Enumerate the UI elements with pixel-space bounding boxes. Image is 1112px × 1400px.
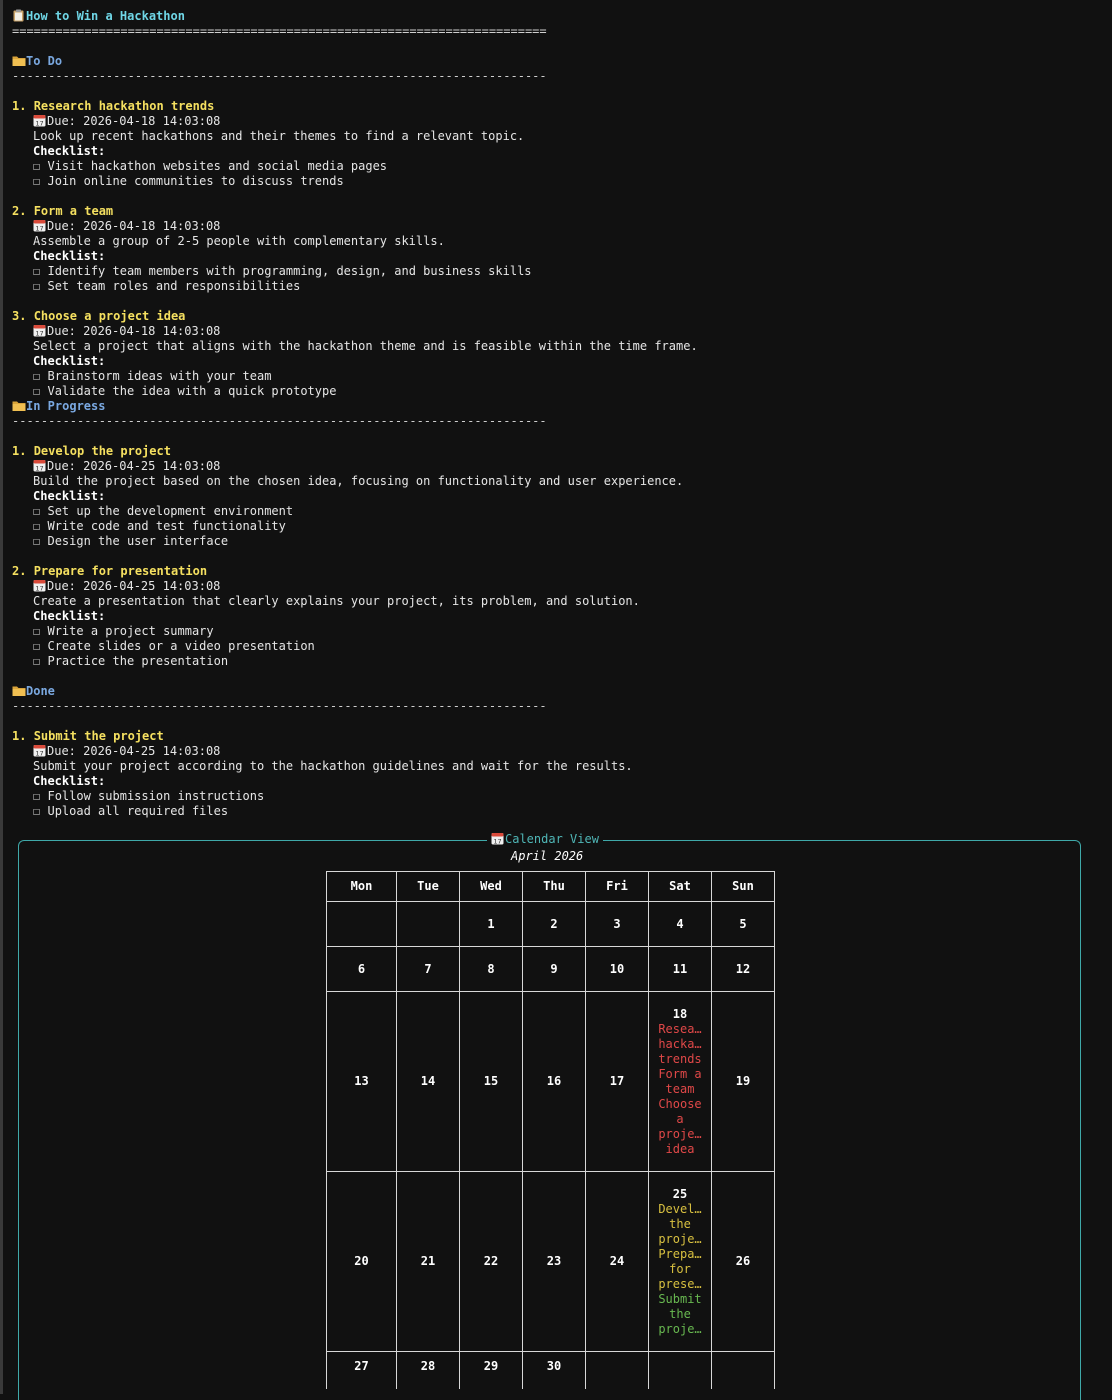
checklist-item[interactable] xyxy=(12,789,1102,804)
calendar-icon xyxy=(491,832,505,845)
calendar-day-cell[interactable] xyxy=(327,1352,397,1389)
calendar-day-cell[interactable] xyxy=(586,902,649,947)
checklist-item[interactable] xyxy=(12,369,1102,384)
task-due-line xyxy=(12,114,1102,129)
day-number: 26 xyxy=(735,1254,751,1268)
day-number: 11 xyxy=(672,961,688,976)
checklist-item-text: Practice the presentation xyxy=(47,654,229,668)
due-prefix: Due: xyxy=(47,219,84,233)
task-due-line xyxy=(12,219,1102,234)
due-prefix: Due: xyxy=(47,744,84,758)
checklist-item[interactable] xyxy=(12,174,1102,189)
section-rule: -------------------------------------------------------------------------- xyxy=(12,414,547,428)
calendar-day-cell[interactable] xyxy=(397,1172,460,1352)
checklist-item-text: Join online communities to discuss trends xyxy=(47,174,344,188)
task-title-line xyxy=(12,204,1102,219)
calendar-day-cell[interactable] xyxy=(523,1172,586,1352)
calendar-event[interactable]: proje… xyxy=(658,1321,702,1336)
day-number: 15 xyxy=(483,1074,499,1088)
weekday-header-row xyxy=(327,872,775,902)
weekday-tue: Tue xyxy=(397,872,460,902)
task-title: Research hackathon trends xyxy=(33,99,215,113)
checkbox-icon[interactable]: ☐ xyxy=(33,654,41,668)
calendar-panel-title: 17 Calendar View xyxy=(487,832,603,847)
day-number: 25 xyxy=(672,1186,688,1201)
task-description: Submit your project according to the hackathon guidelines and wait for the results. xyxy=(33,759,633,773)
calendar-event[interactable]: proje… xyxy=(658,1126,702,1141)
svg-text:17: 17 xyxy=(35,749,44,757)
board-title: How to Win a Hackathon xyxy=(26,9,185,23)
checkbox-icon[interactable]: ☐ xyxy=(33,174,41,188)
checklist-label: Checklist: xyxy=(33,609,106,623)
task-title-line xyxy=(12,444,1102,459)
task-title-line xyxy=(12,99,1102,114)
calendar-day-cell[interactable] xyxy=(460,947,523,992)
calendar-week-row xyxy=(327,1352,775,1389)
calendar-week-row xyxy=(327,1172,775,1352)
day-number: 28 xyxy=(420,1359,436,1373)
calendar-icon xyxy=(33,579,47,592)
day-number: 8 xyxy=(487,961,495,976)
day-number: 14 xyxy=(420,1074,436,1088)
task-description: Look up recent hackathons and their themes to find a relevant topic. xyxy=(33,129,525,143)
task-item xyxy=(12,729,1102,819)
sections-container xyxy=(12,54,1102,819)
task-number: 1. xyxy=(12,444,27,458)
task-description: Select a project that aligns with the hackathon theme and is feasible within the time frame. xyxy=(33,339,698,353)
day-number: 6 xyxy=(357,961,366,976)
calendar-week-row xyxy=(327,902,775,947)
task-title-line xyxy=(12,729,1102,744)
calendar-event[interactable]: hacka… xyxy=(658,1036,702,1051)
day-number: 10 xyxy=(609,961,625,976)
task-due-line xyxy=(12,324,1102,339)
day-number: 1 xyxy=(487,916,495,931)
calendar-event[interactable]: team xyxy=(665,1081,695,1096)
calendar-event[interactable]: for xyxy=(669,1261,691,1276)
day-number: 19 xyxy=(735,1074,751,1088)
calendar-event[interactable]: Submit xyxy=(658,1291,702,1306)
calendar-day-cell[interactable] xyxy=(649,992,712,1172)
checkbox-icon[interactable]: ☐ xyxy=(33,789,41,803)
day-number: 5 xyxy=(739,916,747,931)
section-done xyxy=(12,684,1102,819)
section-name: To Do xyxy=(26,54,63,68)
checklist-item-text: Create slides or a video presentation xyxy=(47,639,315,653)
calendar-day-cell[interactable] xyxy=(586,947,649,992)
day-number: 22 xyxy=(483,1254,499,1268)
weekday-mon: Mon xyxy=(327,872,397,902)
calendar-day-cell[interactable] xyxy=(712,1172,775,1352)
title-rule: ========================================================================== xyxy=(12,24,547,38)
day-number: 13 xyxy=(354,1074,369,1088)
calendar-day-cell[interactable] xyxy=(397,947,460,992)
task-title-line xyxy=(12,564,1102,579)
task-item xyxy=(12,99,1102,189)
weekday-fri: Fri xyxy=(586,872,649,902)
calendar-day-cell[interactable] xyxy=(712,947,775,992)
calendar-event[interactable]: Devel… xyxy=(658,1201,702,1216)
calendar-day-cell[interactable] xyxy=(586,992,649,1172)
task-item xyxy=(12,204,1102,294)
due-prefix: Due: xyxy=(47,459,84,473)
calendar-event[interactable]: Form a xyxy=(658,1066,702,1081)
checklist-label: Checklist: xyxy=(33,489,106,503)
task-due: 2026-04-25 14:03:08 xyxy=(83,459,221,473)
day-number: 4 xyxy=(676,916,684,931)
day-number: 12 xyxy=(735,961,751,976)
task-item xyxy=(12,564,1102,669)
calendar-icon xyxy=(33,114,47,127)
svg-text:17: 17 xyxy=(35,464,44,472)
task-due-line xyxy=(12,579,1102,594)
calendar-day-cell[interactable] xyxy=(397,992,460,1172)
checklist-item[interactable] xyxy=(12,504,1102,519)
calendar-day-cell[interactable] xyxy=(460,902,523,947)
section-header xyxy=(12,399,1102,414)
calendar-event[interactable]: proje… xyxy=(658,1231,702,1246)
day-number: 21 xyxy=(420,1254,436,1268)
section-name: Done xyxy=(26,684,55,698)
checklist-item-text: Set up the development environment xyxy=(47,504,294,518)
calendar-event[interactable]: trends xyxy=(658,1051,702,1066)
checklist-item[interactable] xyxy=(12,624,1102,639)
checkbox-icon[interactable]: ☐ xyxy=(33,804,41,818)
calendar-day-cell[interactable] xyxy=(327,1172,397,1352)
checklist-item-text: Upload all required files xyxy=(47,804,229,818)
svg-text:17: 17 xyxy=(493,837,502,845)
day-number: 24 xyxy=(609,1254,625,1268)
calendar-event[interactable]: Resea… xyxy=(658,1021,702,1036)
section-header xyxy=(12,54,1102,69)
task-number: 2. xyxy=(12,204,27,218)
folder-icon xyxy=(12,399,26,412)
day-number: 3 xyxy=(613,916,621,931)
checkbox-icon[interactable]: ☐ xyxy=(33,279,41,293)
checklist-item[interactable] xyxy=(12,639,1102,654)
checklist-item-text: Follow submission instructions xyxy=(47,789,265,803)
weekday-wed: Wed xyxy=(460,872,523,902)
day-number: 9 xyxy=(550,961,558,976)
checklist-item[interactable] xyxy=(12,804,1102,819)
calendar-day-cell[interactable] xyxy=(523,1352,586,1389)
calendar-icon xyxy=(33,219,47,232)
day-number: 29 xyxy=(483,1359,499,1373)
checkbox-icon[interactable]: ☐ xyxy=(33,519,41,533)
month-label: April 2026 xyxy=(511,849,584,863)
calendar-day-cell[interactable] xyxy=(327,902,397,947)
calendar-day-cell[interactable] xyxy=(523,902,586,947)
calendar-week-row xyxy=(327,947,775,992)
checkbox-icon[interactable]: ☐ xyxy=(33,534,41,548)
calendar-day-cell[interactable] xyxy=(712,902,775,947)
checklist-item[interactable] xyxy=(12,534,1102,549)
weekday-sun: Sun xyxy=(712,872,775,902)
checklist-item-text: Write code and test functionality xyxy=(47,519,286,533)
day-number: 30 xyxy=(546,1359,562,1373)
task-title: Form a team xyxy=(33,204,114,218)
task-due: 2026-04-25 14:03:08 xyxy=(83,744,221,758)
svg-text:17: 17 xyxy=(35,329,44,337)
day-number: 20 xyxy=(354,1254,369,1268)
section-in-progress xyxy=(12,399,1102,684)
calendar-day-cell[interactable] xyxy=(523,947,586,992)
checkbox-icon[interactable]: ☐ xyxy=(33,159,41,173)
checklist-label: Checklist: xyxy=(33,774,106,788)
checklist-item[interactable] xyxy=(12,384,1102,399)
checklist-item-text: Identify team members with programming, design, and business skills xyxy=(47,264,532,278)
task-title-line xyxy=(12,309,1102,324)
calendar-day-cell[interactable] xyxy=(649,1352,712,1389)
calendar-event[interactable]: the xyxy=(669,1216,691,1231)
calendar-day-cell[interactable] xyxy=(712,1352,775,1389)
calendar-day-cell[interactable] xyxy=(649,1172,712,1352)
board-title-line xyxy=(12,9,1102,24)
calendar-icon xyxy=(33,324,47,337)
svg-text:17: 17 xyxy=(35,584,44,592)
calendar-event[interactable]: Choose xyxy=(658,1096,702,1111)
task-due: 2026-04-18 14:03:08 xyxy=(83,219,221,233)
checklist-item[interactable] xyxy=(12,279,1102,294)
day-number: 18 xyxy=(672,1006,688,1021)
checkbox-icon[interactable]: ☐ xyxy=(33,264,41,278)
section-rule: -------------------------------------------------------------------------- xyxy=(12,699,547,713)
calendar-day-cell[interactable] xyxy=(397,1352,460,1389)
checklist-label: Checklist: xyxy=(33,144,106,158)
checklist-item-text: Visit hackathon websites and social media pages xyxy=(47,159,388,173)
checklist-item-text: Brainstorm ideas with your team xyxy=(47,369,272,383)
calendar-day-cell[interactable] xyxy=(712,992,775,1172)
calendar-day-cell[interactable] xyxy=(327,947,397,992)
day-number: 27 xyxy=(354,1359,369,1373)
calendar-day-cell[interactable] xyxy=(460,1352,523,1389)
calendar-event[interactable]: prese… xyxy=(658,1276,702,1291)
due-prefix: Due: xyxy=(47,579,84,593)
calendar-day-cell[interactable] xyxy=(523,992,586,1172)
svg-text:17: 17 xyxy=(35,119,44,127)
svg-text:17: 17 xyxy=(35,224,44,232)
calendar-icon xyxy=(33,744,47,757)
clipboard-icon xyxy=(12,9,26,22)
task-title: Choose a project idea xyxy=(33,309,186,323)
task-number: 1. xyxy=(12,99,27,113)
weekday-sat: Sat xyxy=(649,872,712,902)
task-due: 2026-04-18 14:03:08 xyxy=(83,324,221,338)
calendar-event[interactable]: idea xyxy=(665,1141,695,1156)
calendar-icon xyxy=(33,459,47,472)
task-description: Assemble a group of 2-5 people with complementary skills. xyxy=(33,234,445,248)
calendar-day-cell[interactable] xyxy=(649,947,712,992)
checkbox-icon[interactable]: ☐ xyxy=(33,624,41,638)
calendar-day-cell[interactable] xyxy=(460,992,523,1172)
task-item xyxy=(12,444,1102,549)
checklist-item[interactable] xyxy=(12,264,1102,279)
section-to-do xyxy=(12,54,1102,399)
day-number: 16 xyxy=(546,1074,562,1088)
task-item xyxy=(12,309,1102,399)
checklist-item-text: Design the user interface xyxy=(47,534,229,548)
day-number: 2 xyxy=(550,916,558,931)
calendar-week-row xyxy=(327,992,775,1172)
task-number: 2. xyxy=(12,564,27,578)
checkbox-icon[interactable]: ☐ xyxy=(33,384,41,398)
checklist-label: Checklist: xyxy=(33,249,106,263)
checklist-item-text: Write a project summary xyxy=(47,624,214,638)
calendar-event[interactable]: the xyxy=(669,1306,691,1321)
calendar-day-cell[interactable] xyxy=(649,902,712,947)
task-due: 2026-04-18 14:03:08 xyxy=(83,114,221,128)
calendar-day-cell[interactable] xyxy=(586,1352,649,1389)
task-due: 2026-04-25 14:03:08 xyxy=(83,579,221,593)
section-header xyxy=(12,684,1102,699)
terminal-output xyxy=(12,9,1102,819)
task-due-line xyxy=(12,744,1102,759)
section-name: In Progress xyxy=(26,399,106,413)
due-prefix: Due: xyxy=(47,324,84,338)
task-description: Create a presentation that clearly explains your project, its problem, and solution. xyxy=(33,594,640,608)
task-description: Build the project based on the chosen idea, focusing on functionality and user experience. xyxy=(33,474,684,488)
task-number: 1. xyxy=(12,729,27,743)
calendar-day-cell[interactable] xyxy=(397,902,460,947)
checklist-item[interactable] xyxy=(12,519,1102,534)
task-title: Prepare for presentation xyxy=(33,564,208,578)
day-number: 23 xyxy=(546,1254,562,1268)
task-title: Submit the project xyxy=(33,729,164,743)
checklist-item[interactable] xyxy=(12,159,1102,174)
due-prefix: Due: xyxy=(47,114,84,128)
calendar-grid xyxy=(326,871,775,1389)
folder-icon xyxy=(12,54,26,67)
checkbox-icon[interactable]: ☐ xyxy=(33,504,41,518)
calendar-day-cell[interactable] xyxy=(327,992,397,1172)
checkbox-icon[interactable]: ☐ xyxy=(33,639,41,653)
calendar-day-cell[interactable] xyxy=(460,1172,523,1352)
checklist-item-text: Set team roles and responsibilities xyxy=(47,279,301,293)
calendar-event[interactable]: a xyxy=(676,1111,684,1126)
task-due-line xyxy=(12,459,1102,474)
task-title: Develop the project xyxy=(33,444,171,458)
checklist-label: Checklist: xyxy=(33,354,106,368)
task-number: 3. xyxy=(12,309,27,323)
day-number: 17 xyxy=(609,1074,625,1088)
day-number: 7 xyxy=(424,961,432,976)
folder-icon xyxy=(12,684,26,697)
section-rule: -------------------------------------------------------------------------- xyxy=(12,69,547,83)
checklist-item-text: Validate the idea with a quick prototype xyxy=(47,384,337,398)
weekday-thu: Thu xyxy=(523,872,586,902)
checklist-item[interactable] xyxy=(12,654,1102,669)
calendar-event[interactable]: Prepa… xyxy=(658,1246,702,1261)
checkbox-icon[interactable]: ☐ xyxy=(33,369,41,383)
calendar-day-cell[interactable] xyxy=(586,1172,649,1352)
